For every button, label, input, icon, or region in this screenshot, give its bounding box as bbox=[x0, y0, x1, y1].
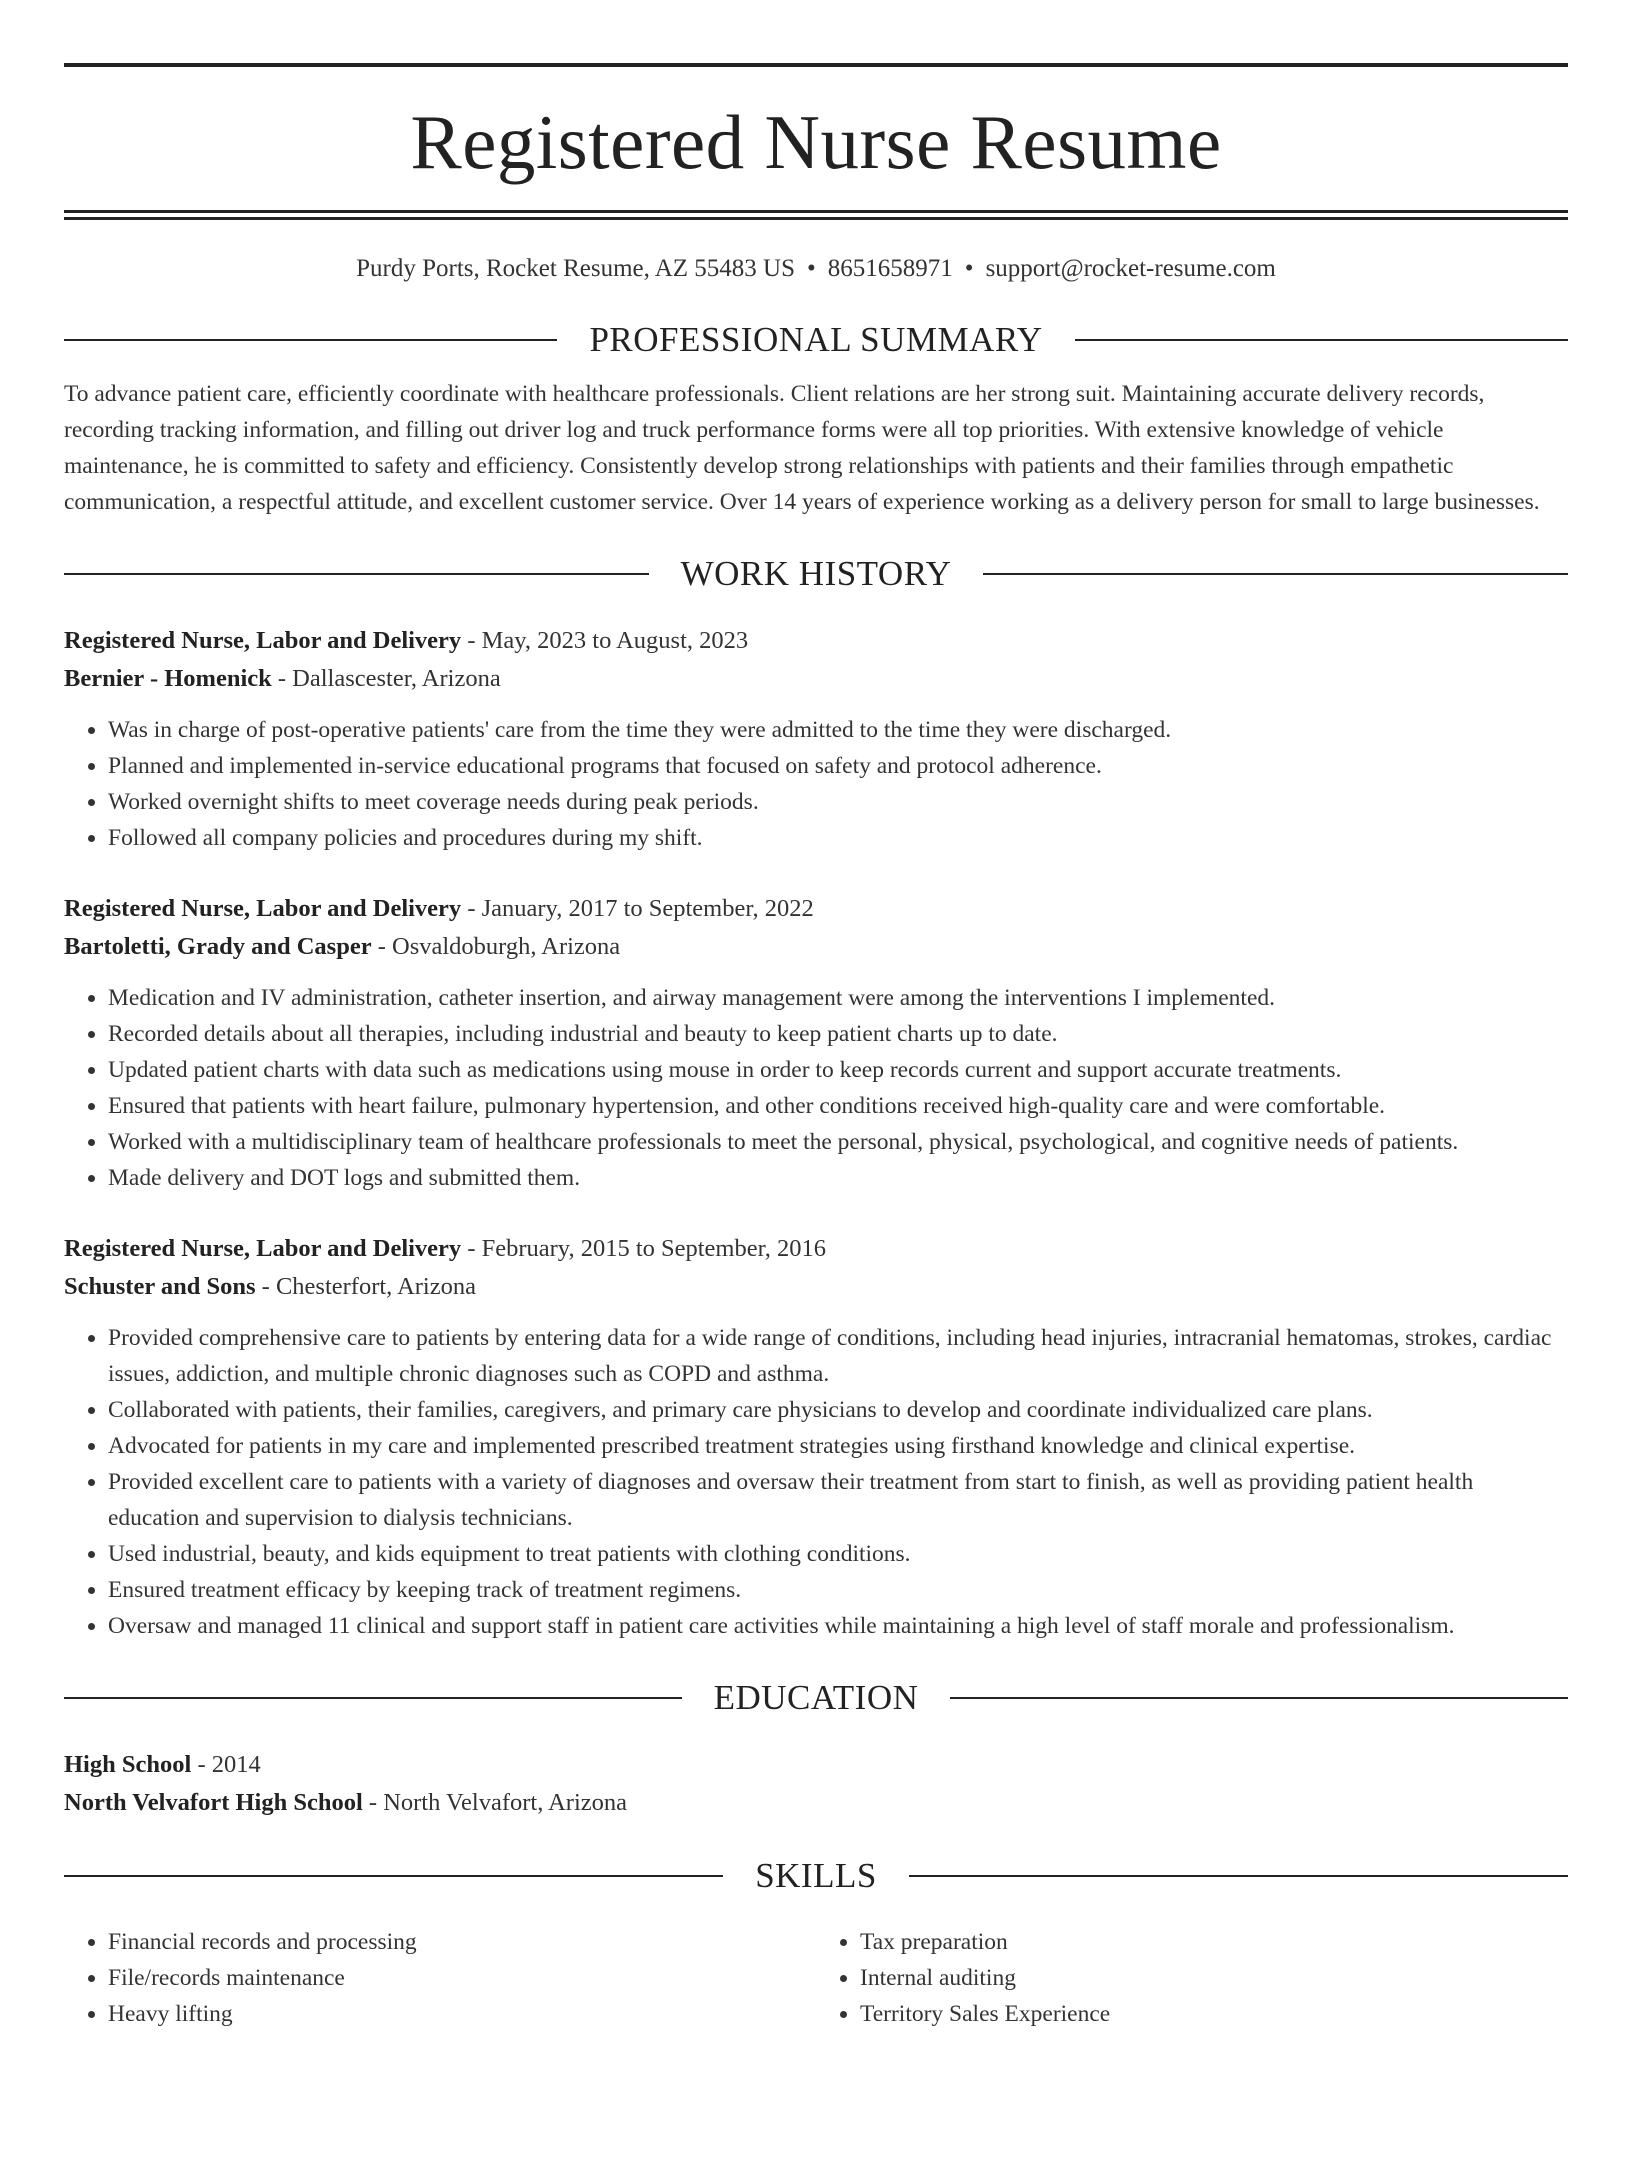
divider bbox=[909, 1875, 1568, 1877]
job-company: Schuster and Sons bbox=[64, 1273, 256, 1300]
contact-separator: • bbox=[807, 255, 816, 282]
divider bbox=[64, 1697, 682, 1699]
section-title: EDUCATION bbox=[713, 1678, 919, 1717]
skill-item: • Heavy lifting bbox=[108, 1996, 816, 2032]
skills-column-left bbox=[64, 1924, 816, 2032]
education-degree: High School bbox=[64, 1751, 192, 1778]
job-title: Registered Nurse, Labor and Delivery bbox=[64, 895, 462, 922]
job-entry bbox=[64, 1230, 1568, 1644]
job-bullets bbox=[64, 1320, 1568, 1644]
job-title: Registered Nurse, Labor and Delivery bbox=[64, 627, 462, 654]
skills-grid bbox=[64, 1924, 1568, 2032]
skill-item: • File/records maintenance bbox=[108, 1960, 816, 1996]
section-heading-education bbox=[64, 1676, 1568, 1720]
list-item: • Ensured that patients with heart failure, pulmonary hypertension, and other conditions received high-quality care and were comfortable. bbox=[108, 1088, 1568, 1124]
job-location: - Chesterfort, Arizona bbox=[255, 1273, 476, 1300]
skill-item: • Territory Sales Experience bbox=[860, 1996, 1568, 2032]
skill-item: • Tax preparation bbox=[860, 1924, 1568, 1960]
job-bullets bbox=[64, 712, 1568, 856]
job-entry bbox=[64, 622, 1568, 856]
title-double-rule bbox=[64, 210, 1568, 220]
list-item: • Provided comprehensive care to patients by entering data for a wide range of conditions, including head injuries, intracranial hematomas, strokes, cardiac issues, addiction, and multiple chronic diagnoses such as COPD and asthma. bbox=[108, 1320, 1568, 1392]
job-title-row bbox=[64, 1230, 1568, 1268]
list-item: • Medication and IV administration, catheter insertion, and airway management were among the interventions I implemented. bbox=[108, 980, 1568, 1016]
education-entry bbox=[64, 1746, 1568, 1822]
list-item: • Made delivery and DOT logs and submitted them. bbox=[108, 1160, 1568, 1196]
skill-item: • Financial records and processing bbox=[108, 1924, 816, 1960]
contact-address: Purdy Ports, Rocket Resume, AZ 55483 US bbox=[356, 255, 796, 282]
contact-email: support@rocket-resume.com bbox=[985, 255, 1276, 282]
job-company-row bbox=[64, 1268, 1568, 1306]
section-title: WORK HISTORY bbox=[680, 554, 952, 593]
list-item: • Worked with a multidisciplinary team of healthcare professionals to meet the personal, physical, psychological, and cognitive needs of patients. bbox=[108, 1124, 1568, 1160]
list-item: • Worked overnight shifts to meet coverage needs during peak periods. bbox=[108, 784, 1568, 820]
list-item: • Used industrial, beauty, and kids equipment to treat patients with clothing conditions. bbox=[108, 1536, 1568, 1572]
list-item: • Followed all company policies and procedures during my shift. bbox=[108, 820, 1568, 856]
list-item: • Provided excellent care to patients with a variety of diagnoses and oversaw their treatment from start to finish, as well as providing patient health education and supervision to dialysis technicians. bbox=[108, 1464, 1568, 1536]
skill-item: • Internal auditing bbox=[860, 1960, 1568, 1996]
list-item: • Planned and implemented in-service educational programs that focused on safety and protocol adherence. bbox=[108, 748, 1568, 784]
resume-page bbox=[0, 63, 1632, 2175]
education-location: - North Velvafort, Arizona bbox=[362, 1789, 627, 1816]
section-title: PROFESSIONAL SUMMARY bbox=[589, 320, 1043, 359]
job-company-row bbox=[64, 660, 1568, 698]
job-company-row bbox=[64, 928, 1568, 966]
list-item: • Ensured treatment efficacy by keeping track of treatment regimens. bbox=[108, 1572, 1568, 1608]
job-title-row bbox=[64, 622, 1568, 660]
job-entry bbox=[64, 890, 1568, 1196]
top-rule bbox=[64, 63, 1568, 67]
job-company: Bernier - Homenick bbox=[64, 665, 272, 692]
list-item: • Recorded details about all therapies, including industrial and beauty to keep patient charts up to date. bbox=[108, 1016, 1568, 1052]
divider bbox=[950, 1697, 1568, 1699]
section-title: SKILLS bbox=[755, 1856, 877, 1895]
contact-phone: 8651658971 bbox=[827, 255, 953, 282]
list-item: • Oversaw and managed 11 clinical and support staff in patient care activities while maintaining a high level of staff morale and professionalism. bbox=[108, 1608, 1568, 1644]
contact-line bbox=[64, 252, 1568, 286]
education-degree-row bbox=[64, 1746, 1568, 1784]
list-item: • Collaborated with patients, their families, caregivers, and primary care physicians to develop and coordinate individualized care plans. bbox=[108, 1392, 1568, 1428]
divider bbox=[64, 1875, 723, 1877]
section-heading-summary bbox=[64, 318, 1568, 362]
job-location: - Osvaldoburgh, Arizona bbox=[371, 933, 621, 960]
education-year: - 2014 bbox=[191, 1751, 261, 1778]
job-dates: - February, 2015 to September, 2016 bbox=[461, 1235, 827, 1262]
job-title-row bbox=[64, 890, 1568, 928]
list-item: • Was in charge of post-operative patients' care from the time they were admitted to the time they were discharged. bbox=[108, 712, 1568, 748]
job-location: - Dallascester, Arizona bbox=[271, 665, 501, 692]
job-dates: - January, 2017 to September, 2022 bbox=[461, 895, 814, 922]
divider bbox=[64, 339, 557, 341]
skills-list bbox=[816, 1924, 1568, 2032]
divider bbox=[64, 573, 649, 575]
list-item: • Updated patient charts with data such as medications using mouse in order to keep records current and support accurate treatments. bbox=[108, 1052, 1568, 1088]
contact-separator: • bbox=[964, 255, 974, 282]
job-bullets bbox=[64, 980, 1568, 1196]
education-school-row bbox=[64, 1784, 1568, 1822]
list-item: • Advocated for patients in my care and implemented prescribed treatment strategies using firsthand knowledge and clinical expertise. bbox=[108, 1428, 1568, 1464]
skills-list bbox=[64, 1924, 816, 2032]
skills-column-right bbox=[816, 1924, 1568, 2032]
job-title: Registered Nurse, Labor and Delivery bbox=[64, 1235, 462, 1262]
section-heading-work bbox=[64, 552, 1568, 596]
divider bbox=[1075, 339, 1568, 341]
job-dates: - May, 2023 to August, 2023 bbox=[461, 627, 749, 654]
education-school: North Velvafort High School bbox=[64, 1789, 363, 1816]
divider bbox=[983, 573, 1568, 575]
job-company: Bartoletti, Grady and Casper bbox=[64, 933, 372, 960]
page-title: Registered Nurse Resume bbox=[410, 99, 1222, 185]
summary-text: To advance patient care, efficiently coordinate with healthcare professionals. Client relations are her strong suit. Maintaining accurate delivery records, recording tracking information, and filling out driver log and truck performance forms were all top priorities. With extensive knowledge of vehicle maintenance, he is committed to safety and efficiency. Consistently develop strong relationships with patients and their families through empathetic communication, a respectful attitude, and excellent customer service. Over 14 years of experience working as a delivery person for small to large businesses. bbox=[64, 381, 1540, 515]
section-heading-skills bbox=[64, 1854, 1568, 1898]
